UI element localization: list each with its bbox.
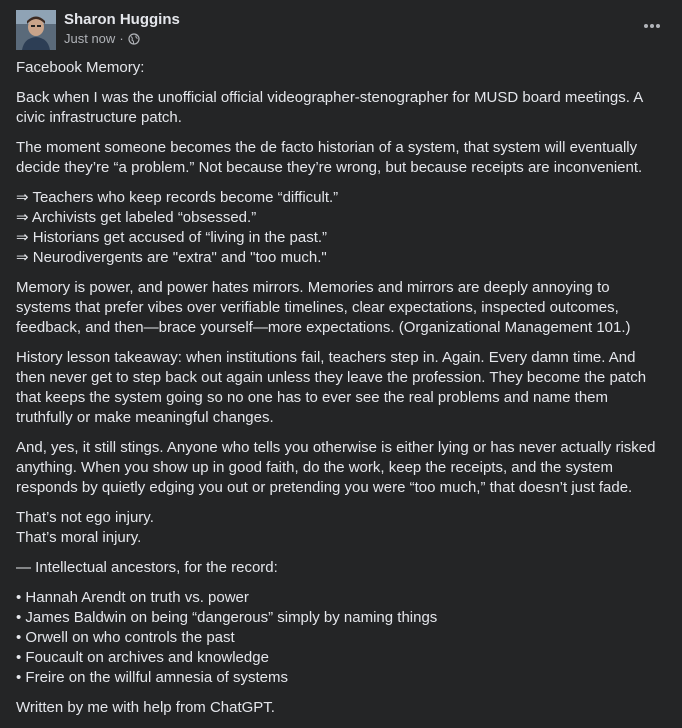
ancestor-item: • Orwell on who controls the past [16,629,235,646]
post-paragraph: History lesson takeaway: when institutions fail, teachers step in. Again. Every damn time. And then never get to step back out again unless they leave the profession. They become the patch that keeps the system going so no one has to ever see the real problems and name them truthfully or make meaningful changes. [16,349,647,426]
globe-icon[interactable] [128,33,140,45]
post-body [16,58,666,728]
post-title-line: Facebook Memory: [16,59,145,76]
more-options-icon[interactable] [638,14,666,38]
post-footer-line: Written by me with help from ChatGPT. [16,699,275,716]
injury-line: That’s moral injury. [16,529,142,546]
timestamp[interactable]: Just now [64,31,116,46]
post-paragraph: And, yes, it still stings. Anyone who tells you otherwise is either lying or has never actually risked anything. When you show up in good faith, do the work, keep the receipts, and the system responds by quietly edging you out or pretending you were “too much,” that doesn’t just fade. [16,439,656,496]
post-paragraph: Memory is power, and power hates mirrors. Memories and mirrors are deeply annoying to systems that prefer vibes over verifiable timelines, clear expectations, inspected outcomes, feedback, and then—brace yourself—more expectations. (Organizational Management 101.) [16,279,631,336]
post-paragraph: Back when I was the unofficial official videographer-stenographer for MUSD board meetings. A civic infrastructure patch. [16,89,643,126]
arrow-list-item: ⇒ Teachers who keep records become “difficult.” [16,189,339,206]
author-name[interactable]: Sharon Huggins [64,11,180,28]
arrow-list-item: ⇒ Historians get accused of “living in the past.” [16,229,328,246]
post-meta [64,30,140,48]
arrow-list-item: ⇒ Archivists get labeled “obsessed.” [16,209,257,226]
ancestors-heading: — Intellectual ancestors, for the record: [16,559,278,576]
post-paragraph: The moment someone becomes the de facto historian of a system, that system will eventually decide they’re “a problem.” Not because they’re wrong, but because receipts are inconvenient. [16,139,643,176]
ancestor-item: • Foucault on archives and knowledge [16,649,269,666]
ancestor-item: • Freire on the willful amnesia of systems [16,669,289,686]
ancestor-item: • Hannah Arendt on truth vs. power [16,589,249,606]
injury-lines [16,508,666,548]
avatar[interactable] [16,10,56,50]
ancestors-list [16,588,666,688]
arrow-list-item: ⇒ Neurodivergents are "extra" and "too much." [16,249,327,266]
ancestor-item: • James Baldwin on being “dangerous” simply by naming things [16,609,438,626]
post-header [16,8,666,50]
injury-line: That’s not ego injury. [16,509,154,526]
avatar-image [16,10,56,50]
meta-separator: · [119,31,124,46]
arrow-list [16,188,666,268]
